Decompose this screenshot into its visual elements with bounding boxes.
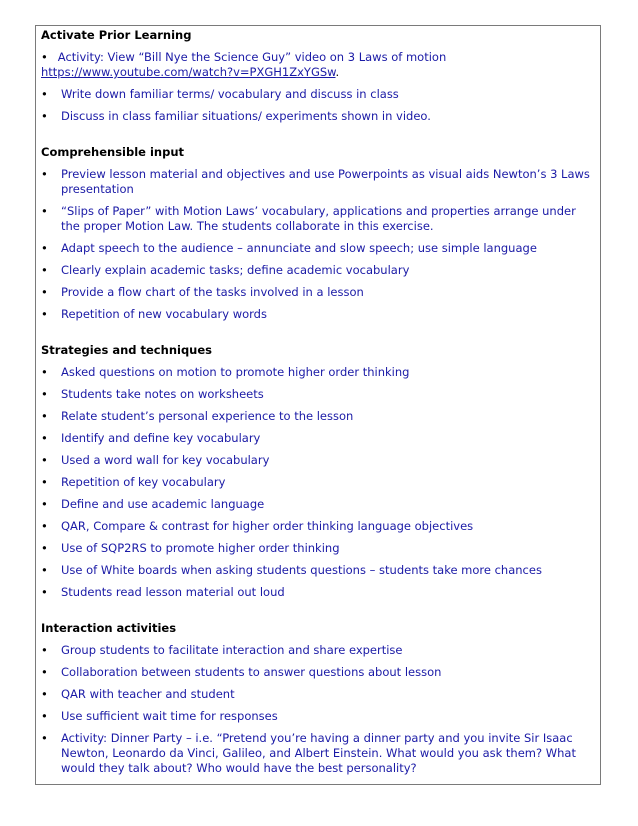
bullet-icon: • — [41, 167, 48, 181]
section-title: Interaction activities — [41, 621, 177, 635]
list-item — [41, 109, 594, 124]
list-item — [41, 285, 594, 300]
bullet-icon: • — [41, 563, 48, 577]
list-item — [41, 409, 594, 424]
list-item-text: Activity: Dinner Party – i.e. “Pretend you’re having a dinner party and you invite Sir Isaac Newton, Leonardo da Vinci, Galileo, and Albert Einstein. What would you ask them? What would they talk about? Who would have the best personality? — [61, 731, 576, 775]
bullet-icon: • — [41, 204, 48, 218]
bullet-icon: • — [41, 307, 48, 321]
section-strategies-and-techniques — [41, 343, 594, 600]
list-item-text: Use of White boards when asking students questions – students take more chances — [61, 563, 542, 577]
list-item-text: QAR with teacher and student — [61, 687, 235, 701]
bullet-icon: • — [41, 541, 48, 555]
list-item-text: Clearly explain academic tasks; define academic vocabulary — [61, 263, 410, 277]
list-item-text: Repetition of new vocabulary words — [61, 307, 267, 321]
list-item-text: Students read lesson material out loud — [61, 585, 285, 599]
list-item — [41, 731, 594, 776]
list-item — [41, 263, 594, 278]
list-item-text: Use of SQP2RS to promote higher order thinking — [61, 541, 340, 555]
lesson-plan-content — [41, 28, 594, 797]
list-item — [41, 497, 594, 512]
bullet-icon: • — [41, 497, 48, 511]
video-link[interactable]: https://www.youtube.com/watch?v=PXGH1ZxYGSw — [41, 65, 336, 79]
section-title: Comprehensible input — [41, 145, 185, 159]
list-item — [41, 665, 594, 680]
list-item — [41, 687, 594, 702]
list-item-text: Repetition of key vocabulary — [61, 475, 226, 489]
bullet-icon: • — [41, 263, 48, 277]
list-item — [41, 307, 594, 322]
list-item-text: Identify and define key vocabulary — [61, 431, 261, 445]
list-item-text: Group students to facilitate interaction and share expertise — [61, 643, 403, 657]
list-item-text: Preview lesson material and objectives and use Powerpoints as visual aids Newton’s 3 Laws presentation — [61, 167, 590, 196]
list-item — [41, 365, 594, 380]
list-item-text: Write down familiar terms/ vocabulary and discuss in class — [61, 87, 399, 101]
section-activate-prior-learning — [41, 28, 594, 124]
bullet-icon: • — [41, 687, 48, 701]
list-item — [41, 541, 594, 556]
bullet-icon: • — [41, 665, 48, 679]
list-item-text: Students take notes on worksheets — [61, 387, 264, 401]
list-item-text: Asked questions on motion to promote higher order thinking — [61, 365, 410, 379]
list-item-text: Collaboration between students to answer questions about lesson — [61, 665, 442, 679]
list-item-text: Adapt speech to the audience – annunciate and slow speech; use simple language — [61, 241, 537, 255]
list-item — [41, 241, 594, 256]
list-item — [41, 563, 594, 578]
list-item — [41, 167, 594, 197]
list-item — [41, 709, 594, 724]
list-item — [41, 519, 594, 534]
bullet-icon: • — [41, 365, 48, 379]
bullet-icon: • — [41, 241, 48, 255]
bullet-icon: • — [41, 709, 48, 723]
bullet-icon: • — [41, 453, 48, 467]
section-title: Strategies and techniques — [41, 343, 213, 357]
list-item-text: Provide a flow chart of the tasks involved in a lesson — [61, 285, 364, 299]
bullet-icon: • — [41, 431, 48, 445]
list-item-text: Discuss in class familiar situations/ experiments shown in video. — [61, 109, 431, 123]
section-title: Activate Prior Learning — [41, 28, 192, 42]
list-item-text: Used a word wall for key vocabulary — [61, 453, 270, 467]
bullet-icon: • — [41, 50, 48, 64]
list-item-text: Define and use academic language — [61, 497, 265, 511]
bullet-icon: • — [41, 387, 48, 401]
bullet-icon: • — [41, 109, 48, 123]
bullet-icon: • — [41, 475, 48, 489]
bullet-icon: • — [41, 409, 48, 423]
bullet-icon: • — [41, 519, 48, 533]
bullet-icon: • — [41, 87, 48, 101]
list-item — [41, 585, 594, 600]
bullet-icon: • — [41, 643, 48, 657]
bullet-icon: • — [41, 285, 48, 299]
bullet-icon: • — [41, 731, 48, 745]
list-item-text: Relate student’s personal experience to the lesson — [61, 409, 354, 423]
list-item — [41, 643, 594, 658]
period-text: . — [335, 65, 340, 79]
list-item — [41, 387, 594, 402]
list-item-text: QAR, Compare & contrast for higher order thinking language objectives — [61, 519, 474, 533]
list-item — [41, 87, 594, 102]
list-item — [41, 431, 594, 446]
list-item-text: “Slips of Paper” with Motion Laws’ vocabulary, applications and properties arrange under the proper Motion Law. The students collaborate in this exercise. — [61, 204, 576, 233]
section-interaction-activities — [41, 621, 594, 776]
list-item — [41, 50, 594, 80]
list-item-text: Activity: View “Bill Nye the Science Guy” video on 3 Laws of motion — [57, 50, 447, 64]
list-item — [41, 204, 594, 234]
bullet-icon: • — [41, 585, 48, 599]
section-comprehensible-input — [41, 145, 594, 322]
list-item — [41, 453, 594, 468]
list-item — [41, 475, 594, 490]
list-item-text: Use sufficient wait time for responses — [61, 709, 278, 723]
